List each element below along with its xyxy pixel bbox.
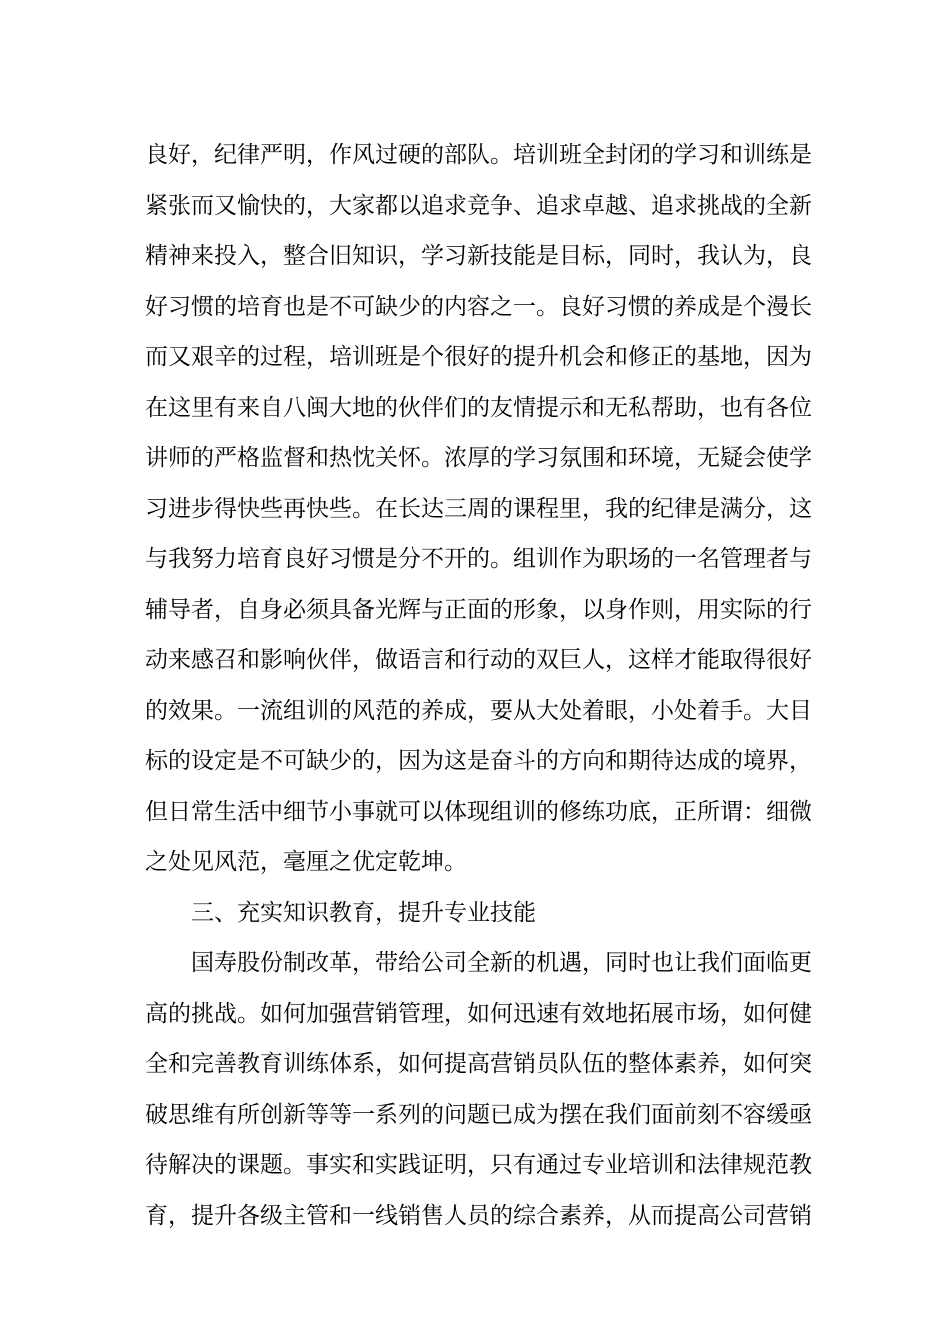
paragraph-1-line-10: 辅导者，自身必须具备光辉与正面的形象，以身作则，用实际的行 [145,596,812,623]
document-body [145,130,810,1241]
paragraph-1-line-7: 讲师的严格监督和热忱关怀。浓厚的学习氛围和环境，无疑会使学 [145,445,812,471]
paragraph-1-line-5: 而又艰辛的过程，培训班是个很好的提升机会和修正的基地，因为 [145,344,812,370]
paragraph-1-line-4: 好习惯的培育也是不可缺少的内容之一。良好习惯的养成是个漫长 [145,293,812,320]
paragraph-1-line-14: 但日常生活中细节小事就可以体现组训的修练功底，正所谓：细微 [145,798,812,825]
paragraph-1-line-13: 标的设定是不可缺少的，因为这是奋斗的方向和期待达成的境界， [145,748,812,774]
paragraph-1-line-6: 在这里有来自八闽大地的伙伴们的友情提示和无私帮助，也有各位 [145,394,812,421]
paragraph-1-line-1: 良好，纪律严明，作风过硬的部队。培训班全封闭的学习和训练是 [145,142,812,168]
paragraph-2-line-3: 全和完善教育训练体系，如何提高营销员队伍的整体素养，如何突 [145,1051,812,1077]
paragraph-1-line-2: 紧张而又愉快的，大家都以追求竞争、追求卓越、追求挑战的全新 [145,192,812,219]
paragraph-1-line-9: 与我努力培育良好习惯是分不开的。组训作为职场的一名管理者与 [145,546,812,572]
paragraph-1-line-12: 的效果。一流组训的风范的养成，要从大处着眼，小处着手。大目 [145,697,812,724]
paragraph-1-line-11: 动来感召和影响伙伴，做语言和行动的双巨人，这样才能取得很好 [145,647,812,673]
paragraph-1-line-15: 之处见风范，毫厘之优定乾坤。 [145,849,467,875]
paragraph-2-line-5: 待解决的课题。事实和实践证明，只有通过专业培训和法律规范教 [145,1152,812,1178]
section-heading: 三、充实知识教育，提升专业技能 [191,899,536,926]
paragraph-2-line-4: 破思维有所创新等等一系列的问题已成为摆在我们面前刻不容缓亟 [145,1101,812,1128]
paragraph-1-line-3: 精神来投入，整合旧知识，学习新技能是目标，同时，我认为，良 [145,243,812,269]
paragraph-2-line-2: 高的挑战。如何加强营销管理，如何迅速有效地拓展市场，如何健 [145,1000,812,1027]
paragraph-2-line-6: 育，提升各级主管和一线销售人员的综合素养，从而提高公司营销 [145,1202,812,1229]
paragraph-1-line-8: 习进步得快些再快些。在长达三周的课程里，我的纪律是满分，这 [145,495,812,522]
paragraph-2-line-1: 国寿股份制改革，带给公司全新的机遇，同时也让我们面临更 [191,950,812,976]
